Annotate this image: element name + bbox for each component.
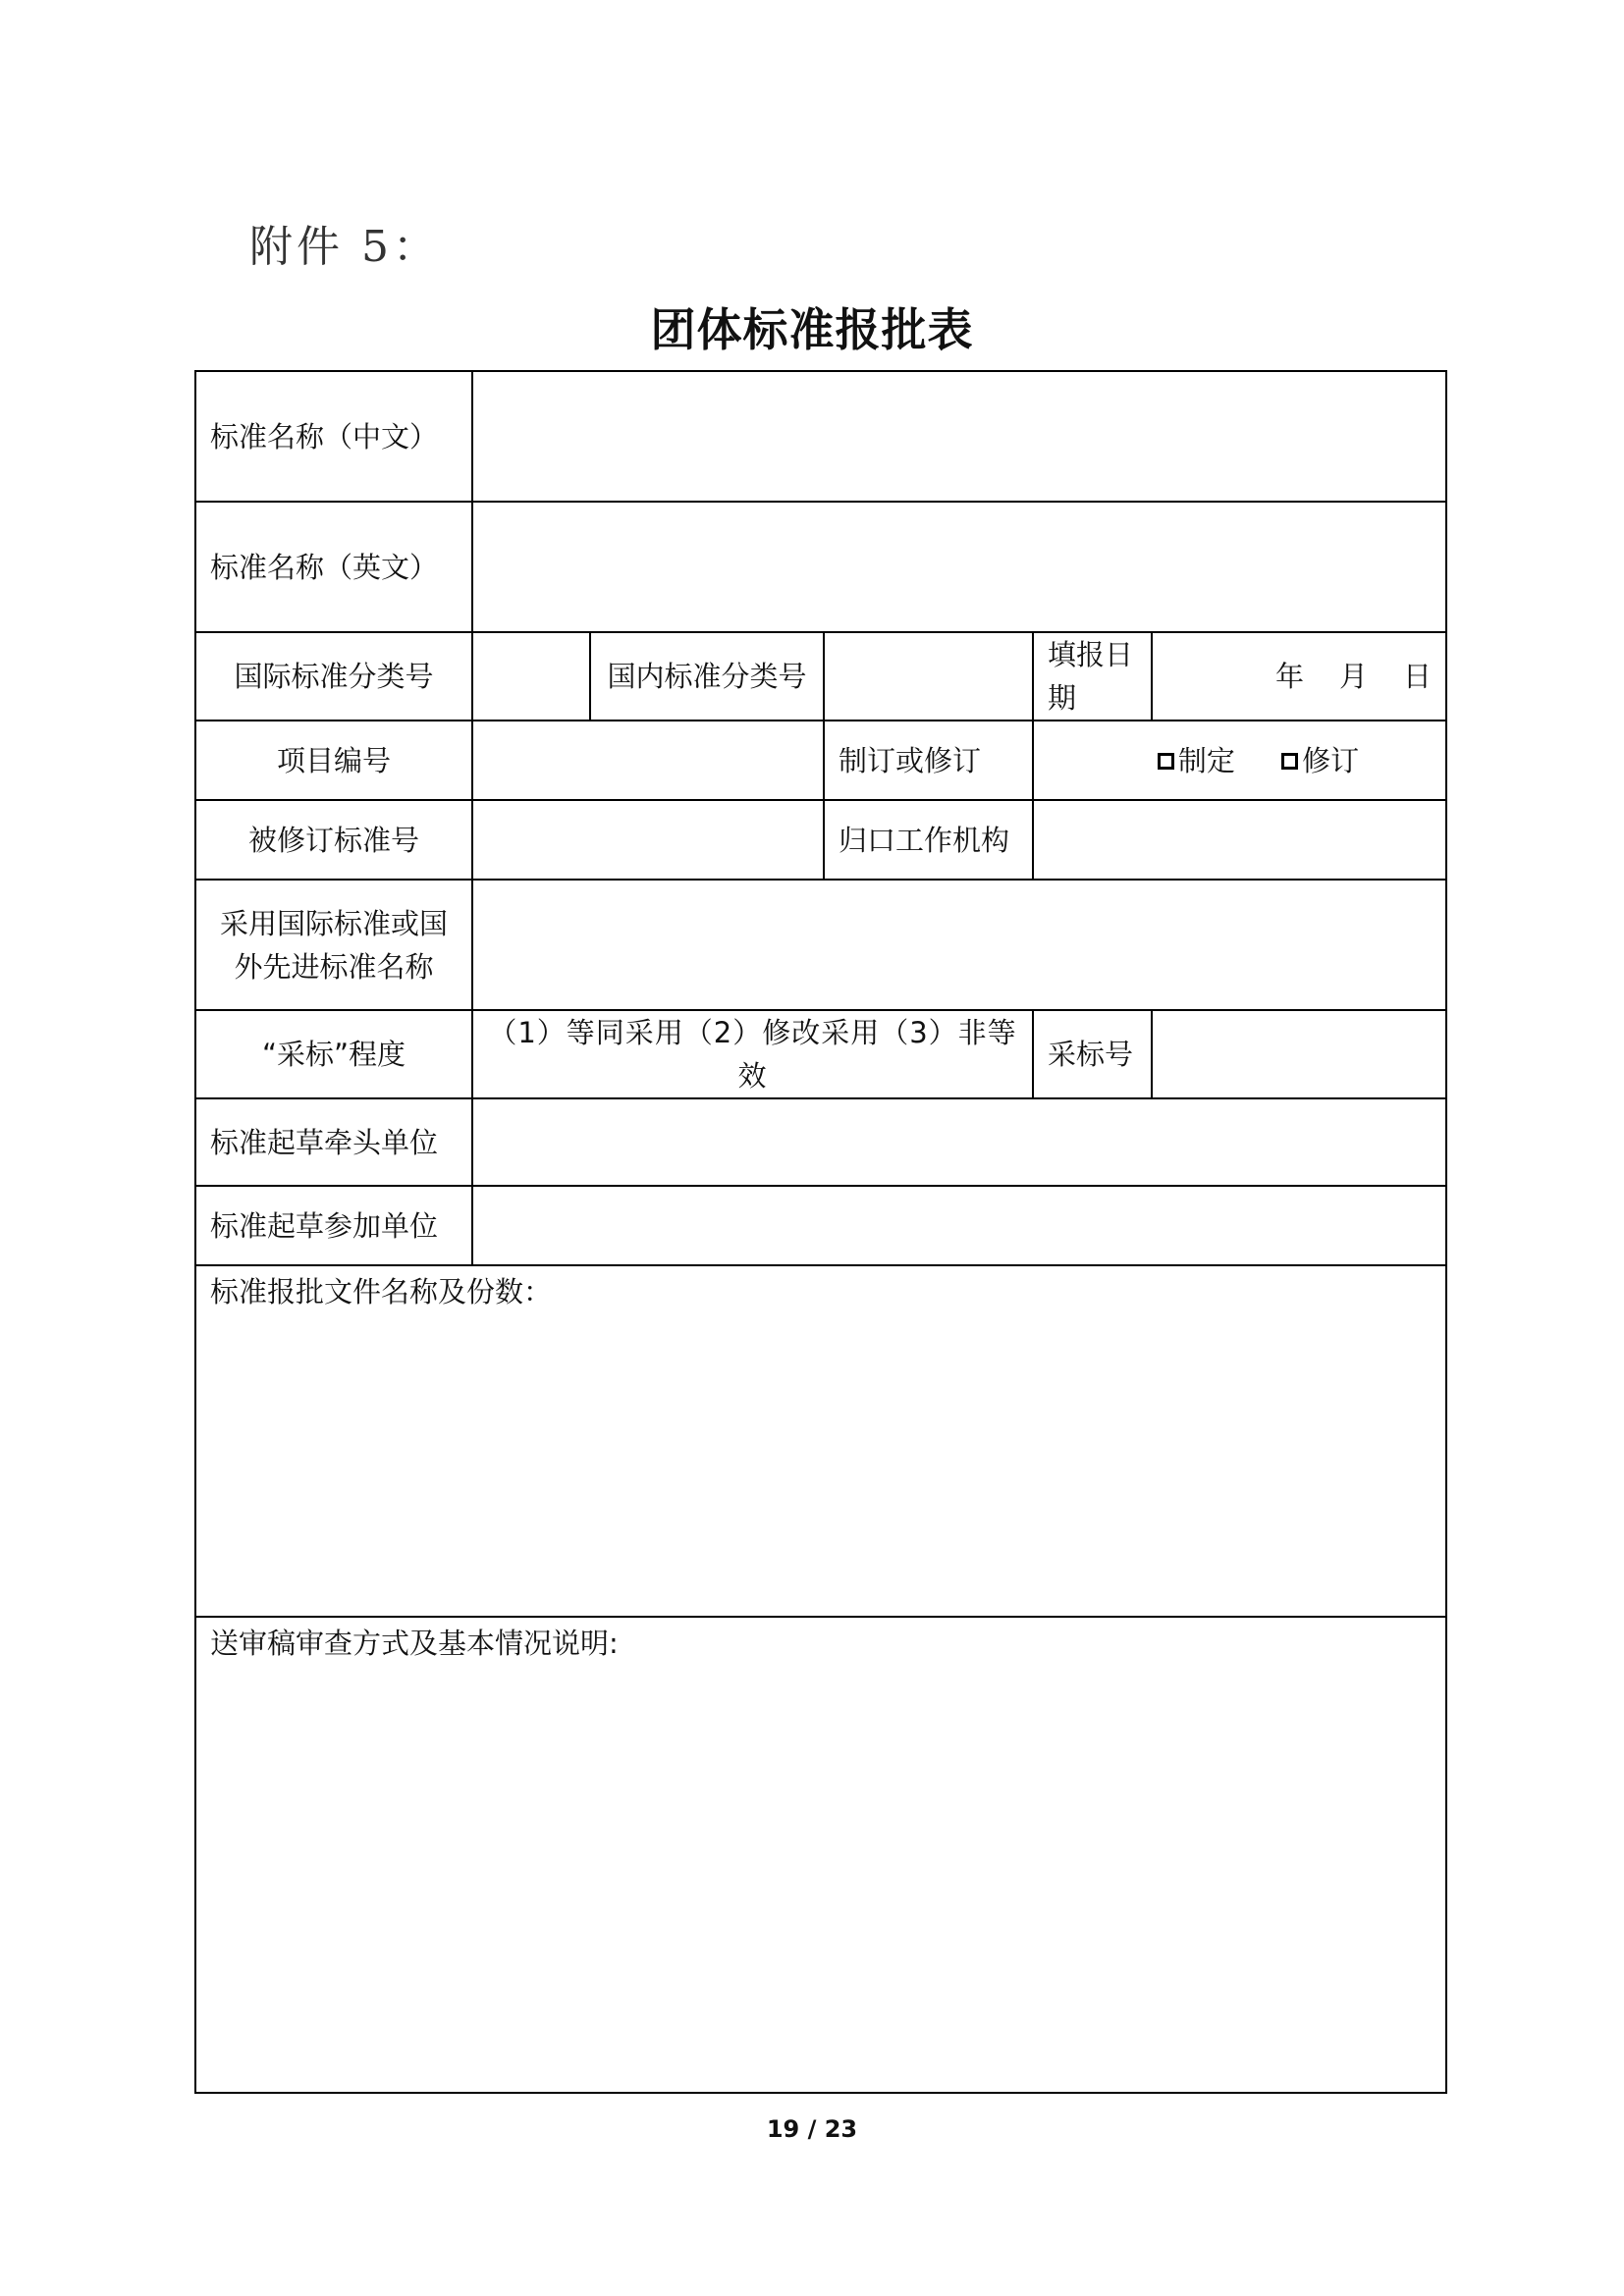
review-method-label: 送审稿审查方式及基本情况说明:: [210, 1627, 619, 1660]
fill-date-field[interactable]: [1152, 632, 1446, 721]
date-day: 日: [1402, 660, 1432, 693]
approval-form-table: [194, 370, 1447, 2094]
row-classification: [195, 632, 1446, 721]
row-name-cn: [195, 371, 1446, 502]
row-participating-units: [195, 1186, 1446, 1265]
domestic-class-field[interactable]: [824, 632, 1033, 721]
option-make-label: 制定: [1177, 744, 1235, 778]
page-number: 19 / 23: [766, 2115, 858, 2143]
checkbox-icon: [1281, 753, 1298, 770]
responsible-org-field[interactable]: [1033, 800, 1446, 880]
adoption-no-field[interactable]: [1152, 1010, 1446, 1098]
adoption-no-label: 采标号: [1033, 1010, 1152, 1098]
adopted-std-label-line2: 外先进标准名称: [234, 949, 434, 984]
option-revise-label: 修订: [1302, 744, 1360, 778]
adoption-degree-label: “采标”程度: [195, 1010, 472, 1098]
intl-class-label: 国际标准分类号: [195, 632, 472, 721]
project-no-label: 项目编号: [195, 721, 472, 800]
checkbox-icon: [1158, 753, 1174, 770]
row-name-en: [195, 502, 1446, 632]
responsible-org-label: 归口工作机构: [824, 800, 1033, 880]
name-en-field[interactable]: [472, 502, 1446, 632]
fill-date-label: 填报日期: [1033, 632, 1152, 721]
name-cn-field[interactable]: [472, 371, 1446, 502]
row-submission-docs: [195, 1265, 1446, 1617]
row-adoption-degree: [195, 1010, 1446, 1098]
adopted-std-field[interactable]: [472, 880, 1446, 1010]
review-method-section[interactable]: [195, 1617, 1446, 2093]
submission-docs-label: 标准报批文件名称及份数：: [210, 1275, 553, 1308]
row-adopted-std: [195, 880, 1446, 1010]
lead-unit-field[interactable]: [472, 1098, 1446, 1186]
name-en-label: 标准名称（英文）: [195, 502, 472, 632]
make-or-revise-label: 制订或修订: [824, 721, 1033, 800]
form-title: 团体标准报批表: [650, 303, 974, 356]
revised-std-no-field[interactable]: [472, 800, 824, 880]
participating-units-field[interactable]: [472, 1186, 1446, 1265]
intl-class-field[interactable]: [472, 632, 590, 721]
row-project: [195, 721, 1446, 800]
option-revise-checkbox[interactable]: [1281, 739, 1359, 782]
adoption-degree-options[interactable]: （1）等同采用（2）修改采用（3）非等效: [472, 1010, 1033, 1098]
revised-std-no-label: 被修订标准号: [195, 800, 472, 880]
row-lead-unit: [195, 1098, 1446, 1186]
adopted-std-label-line1: 采用国际标准或国: [219, 906, 448, 940]
make-or-revise-options: [1033, 721, 1446, 800]
date-month: 月: [1338, 660, 1368, 693]
name-cn-label: 标准名称（中文）: [195, 371, 472, 502]
attachment-label: 附件 5：: [249, 222, 440, 272]
project-no-field[interactable]: [472, 721, 824, 800]
row-review-method: [195, 1617, 1446, 2093]
adopted-std-label: [195, 880, 472, 1010]
submission-docs-section[interactable]: [195, 1265, 1446, 1617]
participating-units-label: 标准起草参加单位: [195, 1186, 472, 1265]
option-make-checkbox[interactable]: [1158, 739, 1235, 782]
domestic-class-label: 国内标准分类号: [590, 632, 824, 721]
row-revised: [195, 800, 1446, 880]
lead-unit-label: 标准起草牵头单位: [195, 1098, 472, 1186]
date-year: 年: [1274, 660, 1304, 693]
